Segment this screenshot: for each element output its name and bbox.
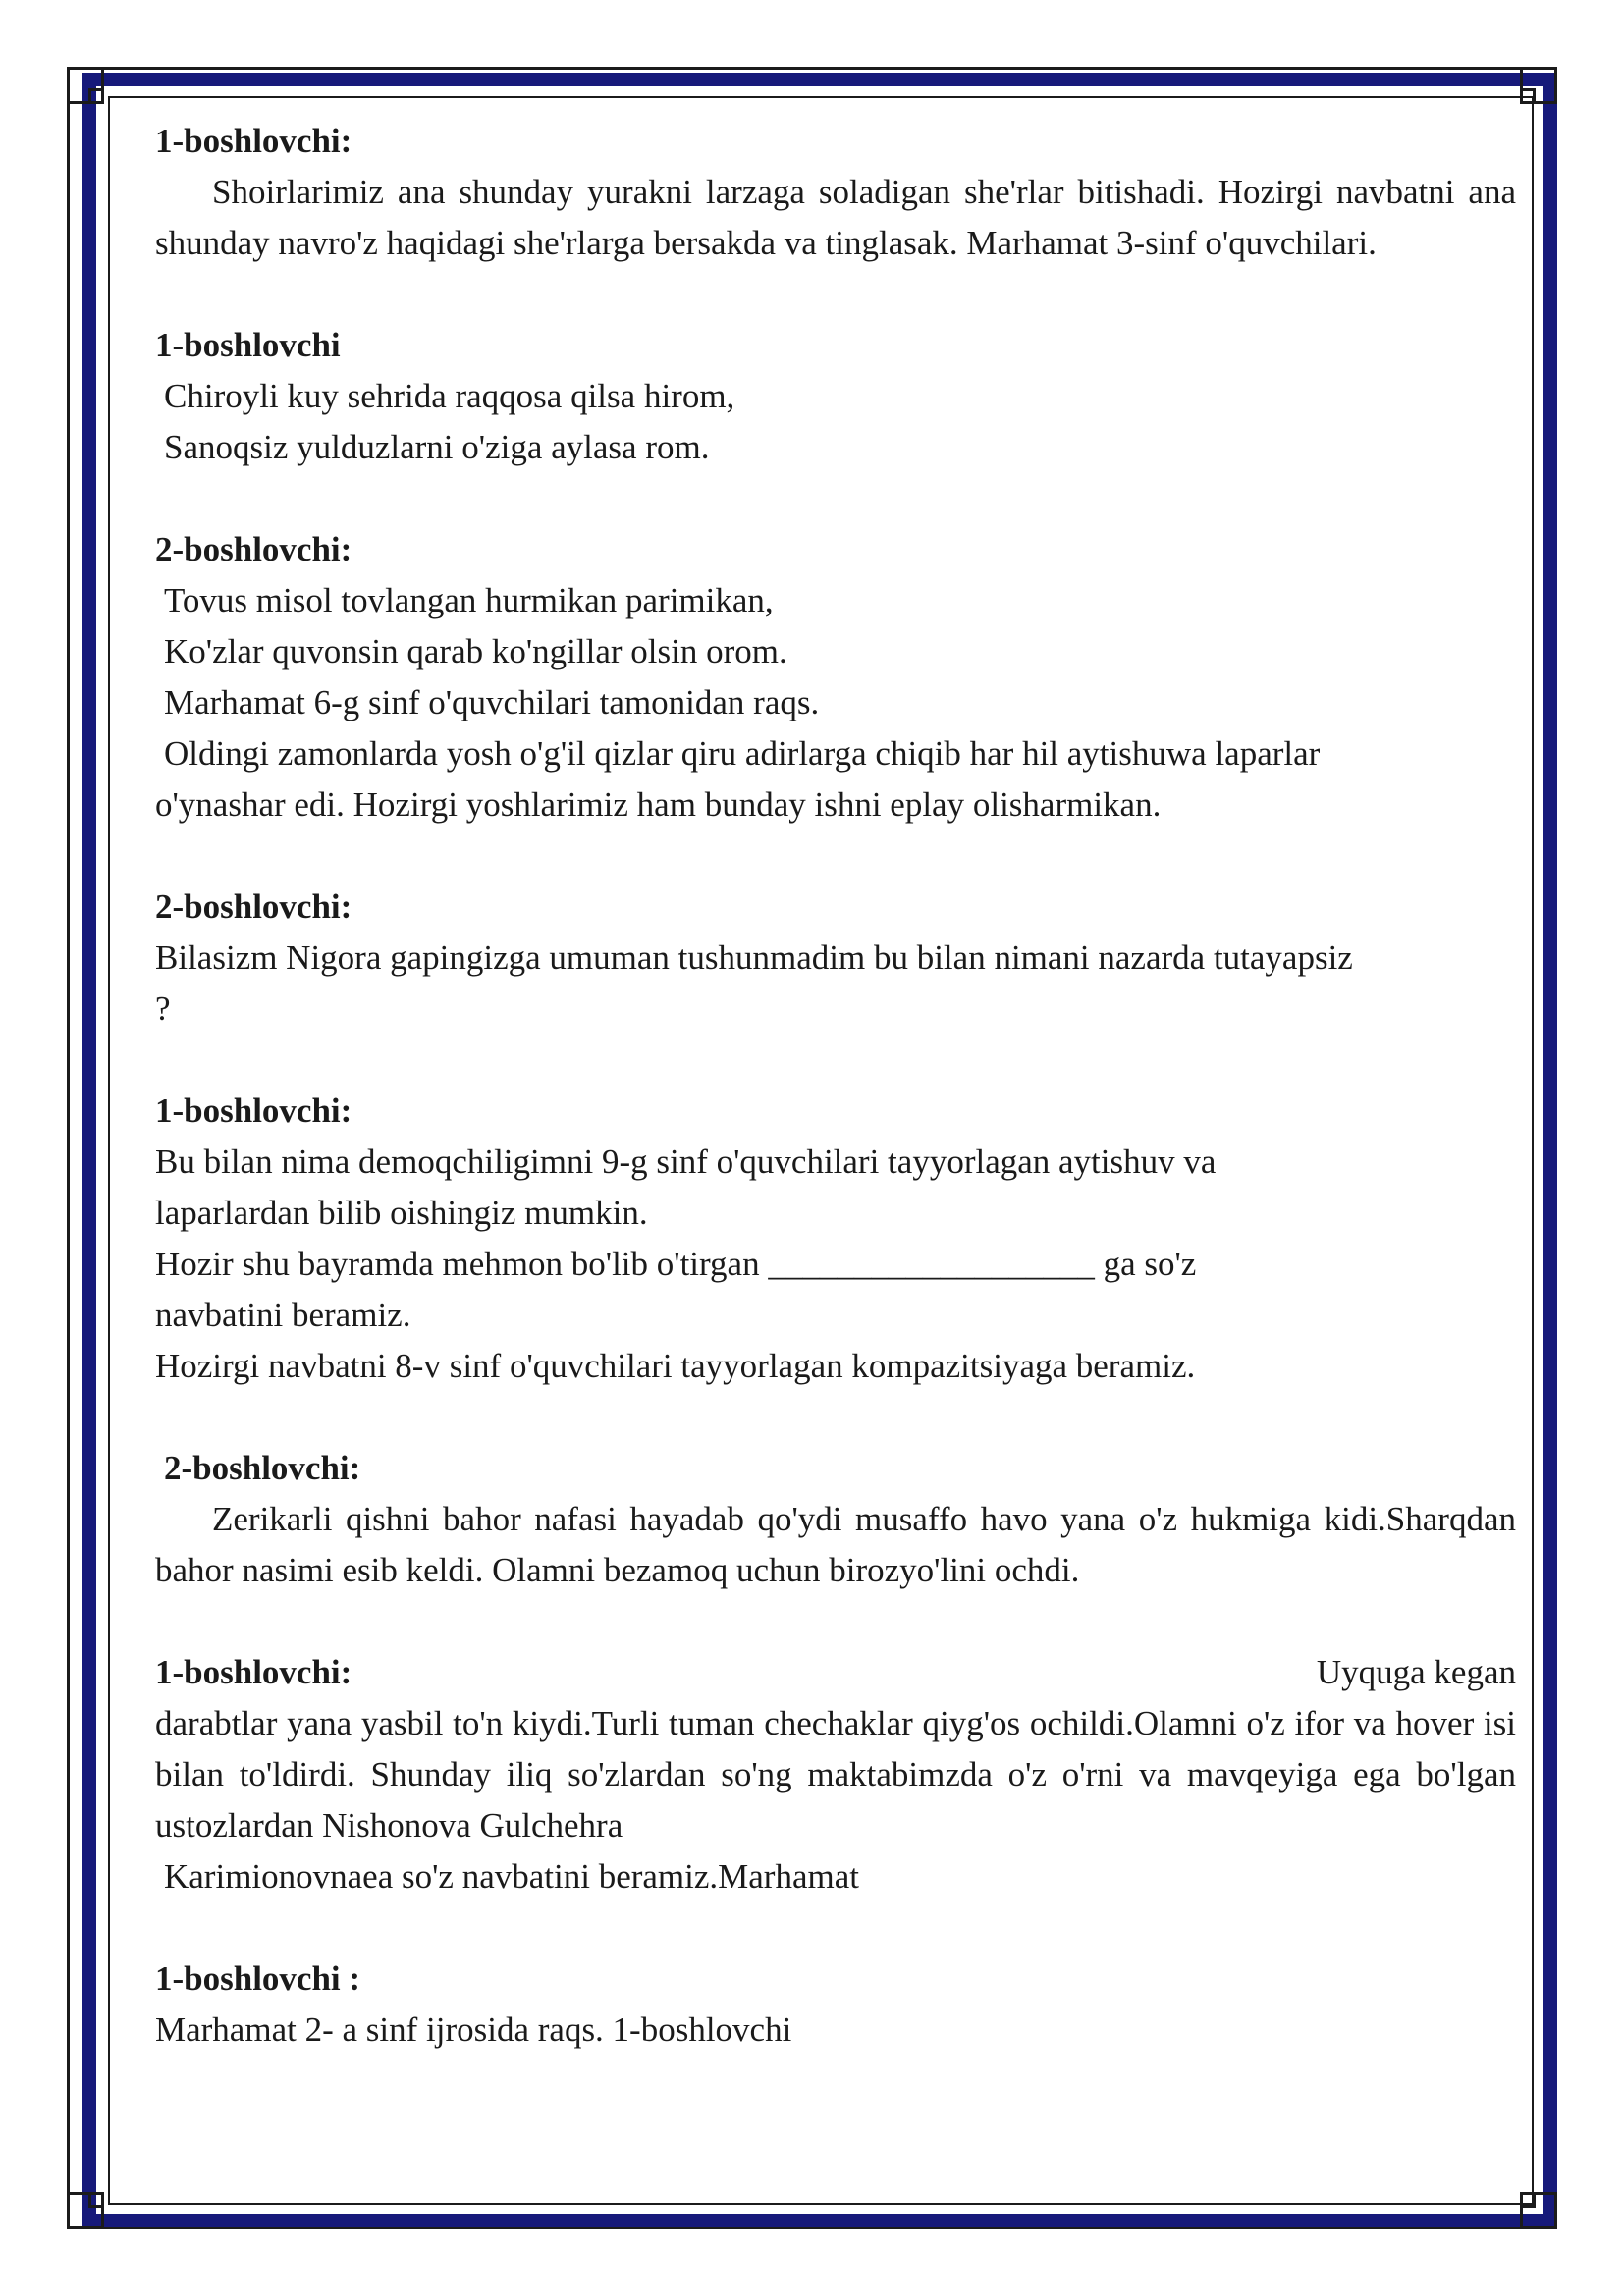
corner-ornament-top-right [1520,67,1557,104]
speaker-heading: 1-boshlovchi : [155,1959,361,1998]
heading-row [155,1647,1516,1698]
text-line: Oldingi zamonlarda yosh o'g'il qizlar qiru adirlarga chiqib har hil aytishuwa laparlar [164,734,1321,773]
heading-row-right-text: Uyquga kegan [1316,1653,1516,1691]
speaker-heading: 2-boshlovchi: [155,530,352,568]
text-line: o'ynashar edi. Hozirgi yoshlarimiz ham bunday ishni eplay olisharmikan. [155,785,1162,824]
text-line: navbatini beramiz. [155,1296,411,1334]
speaker-heading: 1-boshlovchi: [155,122,352,160]
document-body [155,116,1516,2107]
section-8 [155,1953,1516,2056]
text-line: Hozir shu bayramda mehmon bo'lib o'tirgan ___________________ ga so'z [155,1245,1197,1283]
verse-line: Tovus misol tovlangan hurmikan parimikan, [164,581,774,619]
section-7 [155,1647,1516,1902]
text-line: Marhamat 6-g sinf o'quvchilari tamonidan raqs. [164,683,820,721]
verse-line: Chiroyli kuy sehrida raqqosa qilsa hirom, [164,377,735,415]
paragraph: Zerikarli qishni bahor nafasi hayadab qo'ydi musaffo havo yana o'z hukmiga kidi.Sharqdan bahor nasimi esib keldi. Olamni bezamoq uchun birozyo'lini ochdi. [155,1500,1516,1589]
text-line: laparlardan bilib oishingiz mumkin. [155,1194,648,1232]
section-3 [155,524,1516,830]
verse-line: Ko'zlar quvonsin qarab ko'ngillar olsin orom. [164,632,787,670]
text-line: Karimionovnaea so'z navbatini beramiz.Marhamat [164,1857,859,1896]
corner-ornament-top-left [67,67,104,104]
speaker-heading: 1-boshlovchi [155,326,341,364]
speaker-heading: 1-boshlovchi: [155,1653,352,1691]
section-6 [155,1443,1516,1596]
corner-ornament-bottom-right [1520,2192,1557,2229]
corner-ornament-bottom-left [67,2192,104,2229]
section-2 [155,320,1516,473]
text-line: Hozirgi navbatni 8-v sinf o'quvchilari tayyorlagan kompazitsiyaga beramiz. [155,1347,1196,1385]
text-line: Marhamat 2- a sinf ijrosida raqs. 1-boshlovchi [155,2010,792,2049]
text-line: ? [155,989,171,1028]
verse-line: Sanoqsiz yulduzlarni o'ziga aylasa rom. [164,428,710,466]
speaker-heading: 1-boshlovchi: [155,1092,352,1130]
paragraph: Shoirlarimiz ana shunday yurakni larzaga soladigan she'rlar bitishadi. Hozirgi navbatni ana shunday navro'z haqidagi she'rlarga bersakda va tinglasak. Marhamat 3-sinf o'quvchilari. [155,173,1516,262]
text-line: Bu bilan nima demoqchiligimni 9-g sinf o'quvchilari tayyorlagan aytishuv va [155,1143,1217,1181]
section-1 [155,116,1516,269]
section-4 [155,881,1516,1035]
speaker-heading: 2-boshlovchi: [164,1449,361,1487]
paragraph: darabtlar yana yasbil to'n kiydi.Turli tuman chechaklar qiyg'os ochildi.Olamni o'z ifor va hover isi bilan to'ldirdi. Shunday iliq so'zlardan so'ng maktabimzda o'z o'rni va mavqeyiga ega bo'lgan ustozlardan Nishonova Gulchehra [155,1704,1516,1844]
speaker-heading: 2-boshlovchi: [155,887,352,926]
section-5 [155,1086,1516,1392]
text-line: Bilasizm Nigora gapingizga umuman tushunmadim bu bilan nimani nazarda tutayapsiz [155,938,1353,977]
